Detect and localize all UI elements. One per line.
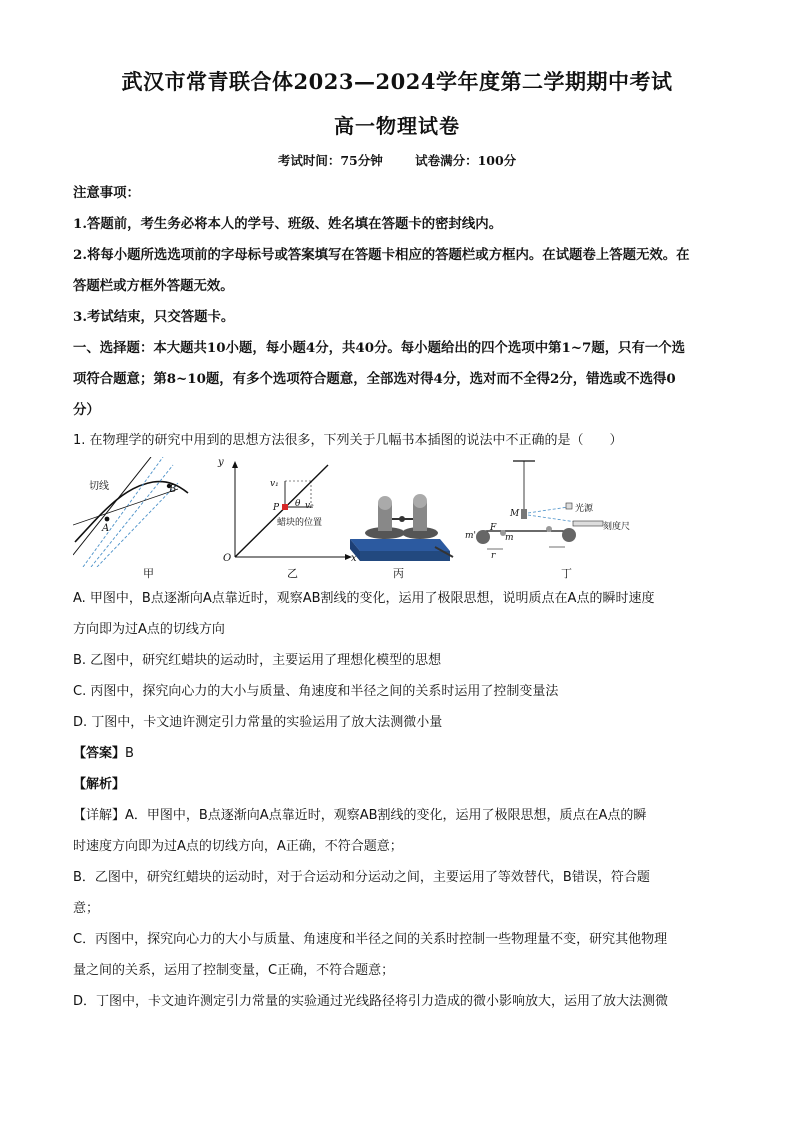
notice-item-1: 1.答题前，考生务必将本人的学号、班级、姓名填在答题卡的密封线内。 (73, 216, 503, 232)
label-point-p: P (273, 503, 280, 513)
analysis-line-3: B．乙图中，研究红蜡块的运动时，对于合运动和分运动之间，主要运用了等效替代，B错误，符合题 (73, 870, 650, 885)
option-c: C. 丙图中，探究向心力的大小与质量、角速度和半径之间的关系时运用了控制变量法 (73, 684, 559, 699)
notice-heading: 注意事项： (73, 185, 140, 201)
option-a: A. 甲图中，B点逐渐向A点靠近时，观察AB割线的变化，运用了极限思想，说明质点在A点的瞬时速度 (73, 591, 655, 606)
label-point-b: B (169, 484, 177, 495)
option-d: D. 丁图中，卡文迪许测定引力常量的实验运用了放大法测微小量 (73, 715, 443, 730)
label-axis-y: y (218, 457, 224, 468)
notice-item-3: 3.考试结束，只交答题卡。 (73, 309, 235, 325)
analysis-line-1: 【详解】A．甲图中，B点逐渐向A点靠近时，观察AB割线的变化，运用了极限思想，质点在A点的瞬 (73, 808, 647, 823)
caption-yi: 乙 (287, 567, 298, 580)
question-stem: 1. 在物理学的研究中用到的思想方法很多，下列关于几幅书本插图的说法中不正确的是（ ） (73, 433, 623, 448)
label-v1: v₁ (270, 479, 279, 489)
label-m-prime: m' (465, 531, 477, 541)
label-r: r (491, 551, 496, 561)
figure-bing (345, 461, 455, 561)
caption-jia: 甲 (143, 567, 154, 580)
analysis-line-2: 时速度方向即为过A点的切线方向，A正确，不符合题意； (73, 839, 403, 854)
label-theta: θ (295, 499, 301, 509)
figure-yi (223, 457, 353, 567)
figure-jia (73, 457, 193, 567)
label-origin: O (223, 553, 232, 564)
label-lazhu: 蜡块的位置 (277, 518, 323, 528)
answer-row (73, 745, 723, 763)
question-figure (73, 457, 633, 582)
analysis-line-7: D．丁图中，卡文迪许测定引力常量的实验通过光线路径将引力造成的微小影响放大，运用了放大法测微 (73, 994, 669, 1009)
label-m-mirror: M (510, 509, 520, 519)
label-axis-x: x (351, 553, 357, 564)
answer-value: B (125, 746, 134, 761)
label-kedu: 刻度尺 (603, 522, 631, 532)
label-force-f: F (490, 523, 497, 533)
label-point-a: A (102, 523, 110, 534)
notice-item-2: 2.将每小题所选选项前的字母标号或答案填写在答题卡相应的答题栏或方框内。在试题卷上答题无效。在 (73, 247, 690, 263)
section-heading-3: 分） (73, 402, 100, 418)
figure-ding (473, 457, 623, 567)
answer-tag: 【答案】 (73, 746, 126, 761)
exam-info (0, 151, 794, 169)
analysis-line-6: 量之间的关系，运用了控制变量，C正确，不符合题意； (73, 963, 395, 978)
exam-title: 武汉市常青联合体2023—2024学年度第二学期期中考试 (121, 69, 673, 94)
exam-subtitle: 高一物理试卷 (334, 114, 460, 138)
option-a-cont: 方向即为过A点的切线方向 (73, 622, 225, 637)
label-v2: v₂ (305, 501, 314, 511)
label-m: m (505, 533, 514, 543)
analysis-line-4: 意； (73, 901, 100, 916)
notice-item-2-cont: 答题栏或方框外答题无效。 (73, 278, 234, 294)
section-heading-2: 项符合题意；第8~10题，有多个选项符合题意，全部选对得4分，选对而不全得2分，错选或不选得0 (73, 371, 676, 387)
analysis-line-5: C．丙图中，探究向心力的大小与质量、角速度和半径之间的关系时控制一些物理量不变，研究其他物理 (73, 932, 668, 947)
section-heading-1: 一、选择题：本大题共10小题，每小题4分，共40分。每小题给出的四个选项中第1~7题，只有一个选 (73, 340, 686, 356)
exam-score: 试卷满分：100分 (415, 153, 517, 168)
caption-bing: 丙 (393, 567, 404, 580)
label-qiexian: 切线 (89, 481, 109, 492)
option-b: B. 乙图中，研究红蜡块的运动时，主要运用了理想化模型的思想 (73, 653, 442, 668)
label-guangyuan: 光源 (575, 504, 594, 514)
caption-ding: 丁 (561, 567, 572, 580)
exam-time: 考试时间：75分钟 (277, 153, 383, 168)
analysis-tag: 【解析】 (73, 777, 126, 792)
